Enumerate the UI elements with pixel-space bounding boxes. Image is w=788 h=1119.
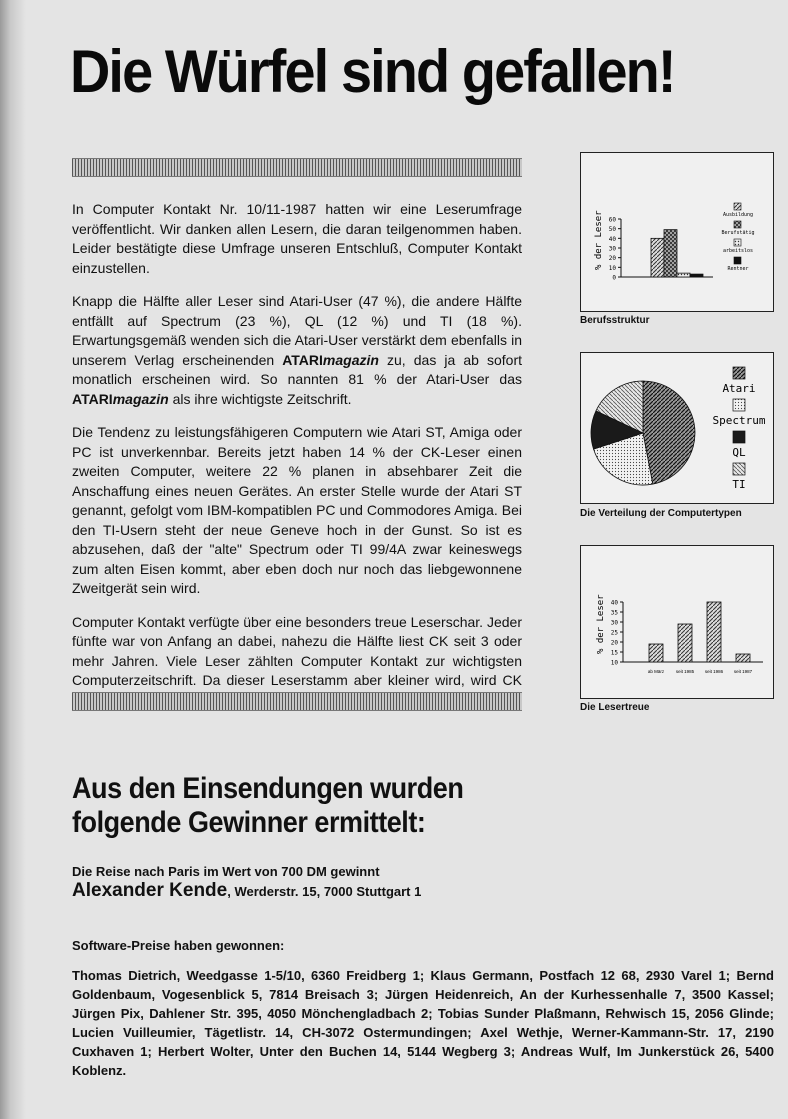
fig1-legend-swatch-2 [734, 239, 741, 246]
fig2-legend-label-2: QL [732, 446, 746, 459]
fig3-cat-label-3: seit 1987 [733, 669, 753, 674]
atari-magazin-brand-2 [72, 391, 169, 407]
fig1-legend-label-3: Rentner [727, 266, 749, 272]
software-winners-list: Thomas Dietrich, Weedgasse 1-5/10, 6360 Freidberg 1; Klaus Germann, Postfach 12 68, 2930 Varel 1; Bernd Goldenbaum, Vogesenblick 5, 7814 Breisach 3; Jürgen Heidenreich, An der Kurhessenhalle 7, 3500 Kassel; Jürgen Pix, Dahlener Str. 395, 4050 Mönchengladbach 2; Tobias Sunder Plaßmann, Rehwisch 15, 2056 Glinde; Lucien Vuilleumier, Tägetlistr. 14, CH-3072 Ostermundingen; Axel Wethje, Werner-Kammann-Str. 17, 2190 Cuxhaven 1; Herbert Wolter, Unter den Buchen 14, 5144 Wegberg 3; Andreas Wulf, Im Junkerstück 26, 5400 Koblenz. [72, 968, 774, 1078]
paragraph-2 [72, 292, 522, 409]
fig1-bar-0 [651, 238, 664, 277]
fig3-ylabel: % der Leser [596, 594, 606, 654]
winners-heading-line-1: Aus den Einsendungen wurden [72, 772, 464, 805]
fig3-cat-label-1: seit 1985 [675, 669, 695, 674]
paragraph-1: In Computer Kontakt Nr. 10/11-1987 hatten wir eine Leserumfrage veröffentlicht. Wir danken allen Lesern, die daran teilgenommen haben. Leider bestätigte diese Umfrage unseren Entschluß, Computer Kontakt einzustellen. [72, 201, 522, 276]
software-prize-title: Software-Preise haben gewonnen: [72, 938, 285, 953]
fig1-ytick-label-4: 40 [608, 235, 616, 243]
atari-magazin-brand [282, 352, 379, 368]
chart-computertypen [580, 352, 774, 504]
page-edge-shadow [0, 0, 26, 1119]
fig1-ytick-label-1: 10 [608, 264, 616, 272]
fig2-legend-label-0: Atari [722, 382, 756, 395]
fig2-legend-swatch-1 [733, 399, 745, 411]
prize-intro: Die Reise nach Paris im Wert von 700 DM gewinnt [72, 864, 380, 879]
fig2-legend-label-1: Spectrum [712, 414, 766, 427]
bottom-hatch-divider [72, 692, 522, 711]
winners-heading-line-2: folgende Gewinner ermittelt: [72, 806, 426, 839]
fig1-ytick-label-2: 20 [608, 255, 616, 263]
fig2-legend-swatch-2 [733, 431, 745, 443]
fig2-legend-label-3: TI [732, 478, 746, 491]
paragraph-2-part-b: zu, das ja ab sofort monatlich erscheinen wird. So nannten 81 % der Atari-User das [72, 351, 522, 387]
fig1-ytick-label-6: 60 [608, 216, 616, 224]
fig1-legend-label-0: Ausbildung [722, 212, 754, 218]
caption-computertypen: Die Verteilung der Computertypen [580, 508, 742, 519]
brand-magazin: magazin [322, 351, 379, 368]
fig3-bar-3 [736, 654, 750, 662]
fig1-bar-1 [664, 230, 677, 277]
article-body [72, 200, 522, 724]
caption-berufsstruktur: Berufsstruktur [580, 315, 650, 326]
fig1-legend-swatch-1 [734, 221, 741, 228]
fig3-ytick-label-0: 10 [610, 659, 618, 667]
headline: Die Würfel sind gefallen! [70, 38, 675, 105]
fig3-ytick-label-1: 15 [610, 649, 618, 657]
paragraph-4: Computer Kontakt verfügte über eine besonders treue Leserschar. Jeder fünfte war von Anfang an dabei, nahezu die Hälfte liest CK seit 3 oder mehr Jahren. Viele Leser zählten Computer Kontakt zur wichtigsten Computerzeitschrift. Da dieser Leserstamm aber kleiner wird, wird CK [72, 613, 522, 688]
brand-atari-2: ATARI [72, 390, 113, 407]
fig1-legend-label-1: Berufstätig [721, 230, 755, 236]
fig1-legend-swatch-0 [734, 203, 741, 210]
fig3-ytick-label-3: 25 [610, 629, 618, 637]
paragraph-2-part-a: Knapp die Hälfte aller Leser sind Atari-User (47 %), die andere Hälfte entfällt auf Spectrum (23 %), QL (12 %) und TI (18 %). Erwartungsgemäß wenden sich die Atari-User verstärkt dem ebenfalls in unserem Verlag erscheinenden [72, 293, 522, 368]
fig3-ytick-label-4: 30 [610, 619, 618, 627]
fig1-legend-swatch-3 [734, 257, 741, 264]
fig1-legend-label-2: arbeitslos [722, 248, 754, 254]
top-hatch-divider [72, 158, 522, 177]
fig3-ytick-label-6: 40 [610, 599, 618, 607]
fig1-ylabel: % der Leser [594, 210, 604, 270]
fig3-bar-2 [707, 602, 721, 662]
fig1-ytick-label-0: 0 [612, 274, 616, 282]
fig3-ytick-label-2: 20 [610, 639, 618, 647]
chart-berufsstruktur [580, 152, 774, 312]
main-winner-address: , Werderstr. 15, 7000 Stuttgart 1 [227, 884, 422, 899]
fig3-cat-label-2: seit 1986 [704, 669, 724, 674]
fig3-bar-0 [649, 644, 663, 662]
brand-atari: ATARI [282, 351, 323, 368]
fig2-legend-swatch-3 [733, 463, 745, 475]
caption-lesertreue: Die Lesertreue [580, 702, 650, 713]
paragraph-3: Die Tendenz zu leistungsfähigeren Computern wie Atari ST, Amiga oder PC ist unverkennbar. Bereits jetzt haben 14 % der CK-Leser einen zweiten Computer, weitere 22 % planen in absehbarer Zeit die Anschaffung eines neuen Gerätes. An erster Stelle wurde der Atari ST genannt, gefolgt vom IBM-kompatiblen PC und Commodores Amiga. Bei den TI-Usern steht der neue Geneve hoch in der Gunst. So ist es abzusehen, daß der "alte" Spectrum oder TI 99/4A zwar keineswegs zum alten Eisen kommt, aber eben doch nur noch das liebgewonnene Zweitgerät sein wird. [72, 424, 522, 596]
winners-heading [72, 772, 522, 840]
main-winner [72, 880, 421, 902]
fig2-slice-0 [643, 381, 695, 484]
fig2-legend-swatch-0 [733, 367, 745, 379]
fig3-bar-1 [678, 624, 692, 662]
fig3-ytick-label-5: 35 [610, 609, 618, 617]
main-winner-name: Alexander Kende [72, 880, 228, 901]
fig1-ytick-label-5: 50 [608, 226, 616, 234]
fig3-cat-label-0: ab März [647, 669, 665, 674]
paragraph-2-part-c: als ihre wichtigste Zeitschrift. [168, 390, 352, 407]
brand-magazin-2: magazin [112, 390, 169, 407]
fig1-ytick-label-3: 30 [608, 245, 616, 253]
chart-lesertreue [580, 545, 774, 699]
fig1-bar-2 [677, 273, 690, 277]
fig1-bar-3 [690, 274, 703, 277]
